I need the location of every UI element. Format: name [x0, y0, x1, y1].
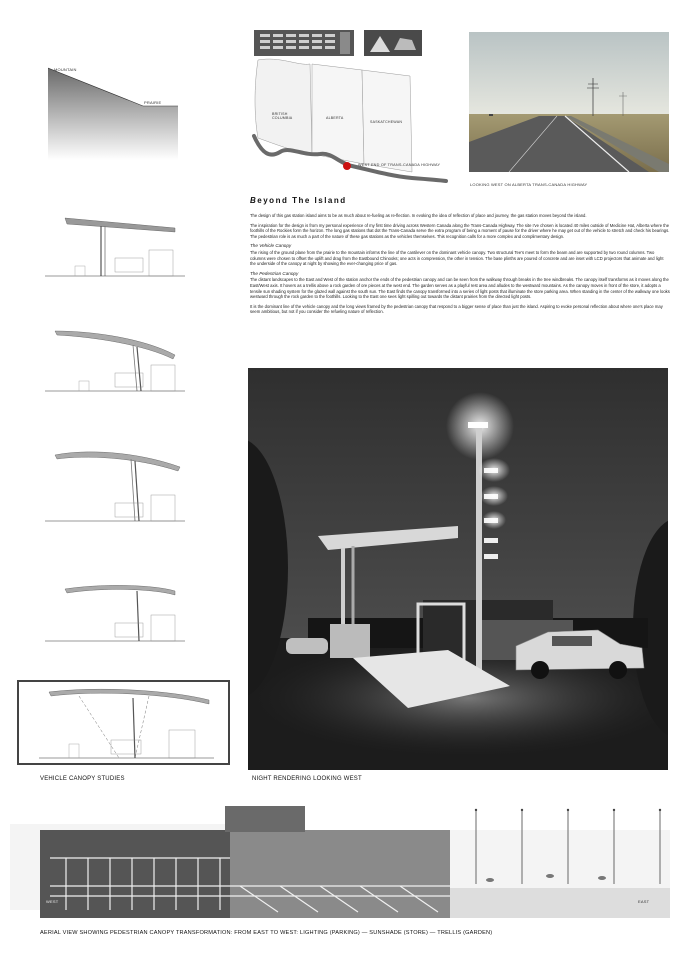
paragraph-inspiration: The inspiration for the design is from my personal experience of my first time driving across Western Canada along the Trans-Canada Highway. The site I've chosen is located 40 miles outside of Medicine Hat, Alberta where the foothills of the Rockies form the horizon. The long gas stations that dot the Trans-Canada serve the extra program of being a moment of pause for the driver where he may get out of the vehicle to stretch and check his bearings. The pedestrian role is as much a part of the nature of these gas stations as the vehicles themselves. This recognition calls for a more complex and complimentary design. — [250, 222, 670, 239]
article — [250, 196, 670, 319]
aerial-caption: AERIAL VIEW SHOWING PEDESTRIAN CANOPY TRANSFORMATION: FROM EAST TO WEST: LIGHTING (PARKING) — SUNSHADE (STORE) — TRELLIS (GARDEN) — [40, 930, 493, 936]
canopy-study-2 — [45, 325, 185, 395]
title-eyond: eyond — [257, 196, 289, 205]
western-canada-map — [240, 26, 455, 196]
paragraph-pedestrian-canopy: The distant landscapes to the East and West of the station anchor the ends of the pedestrian canopy and can be seen from the walkway through breaks in the tree windbreaks. The canopy itself transforms as it moves along the East/West axis. It hovers as a trellis above a rock garden of ore pieces at the west end. The garden serves as a playful rest area and alludes to the westward mountains. As the canopy moves in front of the store, it adopts a tensile sun shading system for the glazed wall against the south sun. The East finds the canopy transformed into a series of light posts that illuminate the store parking area. When standing in the center of the walkway one looks westward through the rock garden to the foothills. Looking to the East one sees light spilling out towards the distant prairies from the directed light posts. — [250, 277, 670, 300]
ground-profile-diagram — [48, 60, 178, 160]
canopy-study-5-selected — [17, 680, 230, 765]
east-label: EAST — [638, 899, 650, 904]
saskatchewan-label: SASKATCHEWAN — [370, 120, 403, 124]
photo-caption: LOOKING WEST ON ALBERTA TRANS-CANADA HIGHWAY — [470, 182, 588, 187]
canopy-study-4 — [45, 575, 185, 645]
canopy-study-1 — [45, 210, 185, 280]
canopy-studies-caption: VEHICLE CANOPY STUDIES — [40, 776, 125, 782]
paragraph-conclusion: It is the dominant line of the vehicle canopy and the long views framed by the pedestrian canopy that respond to a bigger sense of place than just the island. Aspiring to evoke personal reflection about where one's place may seem ambitious, but not if you consider the refueling nature of reflection. — [250, 303, 663, 315]
aerial-view — [10, 800, 680, 925]
alberta-label: ALBERTA — [326, 116, 344, 120]
canopy-study-3 — [45, 445, 185, 525]
prairie-label: PRAIRIE — [144, 100, 162, 105]
west-label: WEST — [46, 899, 59, 904]
heading-pedestrian-canopy: The Pedestrian Canopy — [250, 270, 299, 276]
paragraph-vehicle-canopy: The rising of the ground plane from the prairie to the mountain informs the line of the cantilever on the dominant vehicle canopy. Two structural Tee's meet to form the beam and are supported by two round columns. Two columns were chosen to offset the uplift and drag from the Eastbound Chinooks; one acts in compression, the other in tension. The base plinths are poured of concrete and are inset with LCD projectors that animate and light the underside of the canopy at night by showing the ever-changing price of gas. — [250, 249, 664, 267]
bc-label: BRITISH COLUMBIA — [272, 112, 293, 120]
title-rest: The Island — [292, 196, 347, 205]
article-title — [250, 196, 670, 205]
night-rendering-caption: NIGHT RENDERING LOOKING WEST — [252, 776, 362, 782]
highway-photo — [469, 32, 669, 172]
mountain-label: MOUNTAIN — [54, 67, 77, 72]
location-label: WEST END OF TRANS-CANADA HIGHWAY — [358, 163, 441, 167]
heading-vehicle-canopy: The Vehicle Canopy — [250, 243, 292, 249]
map-location-marker — [343, 162, 351, 170]
title-b: B — [250, 196, 258, 205]
paragraph-intro: The design of this gas station island aims to be as much about re-fueling as re-flection. In evoking the idea of reflection of place and journey, the gas station moves beyond the island. — [250, 213, 587, 218]
night-rendering — [248, 368, 668, 770]
